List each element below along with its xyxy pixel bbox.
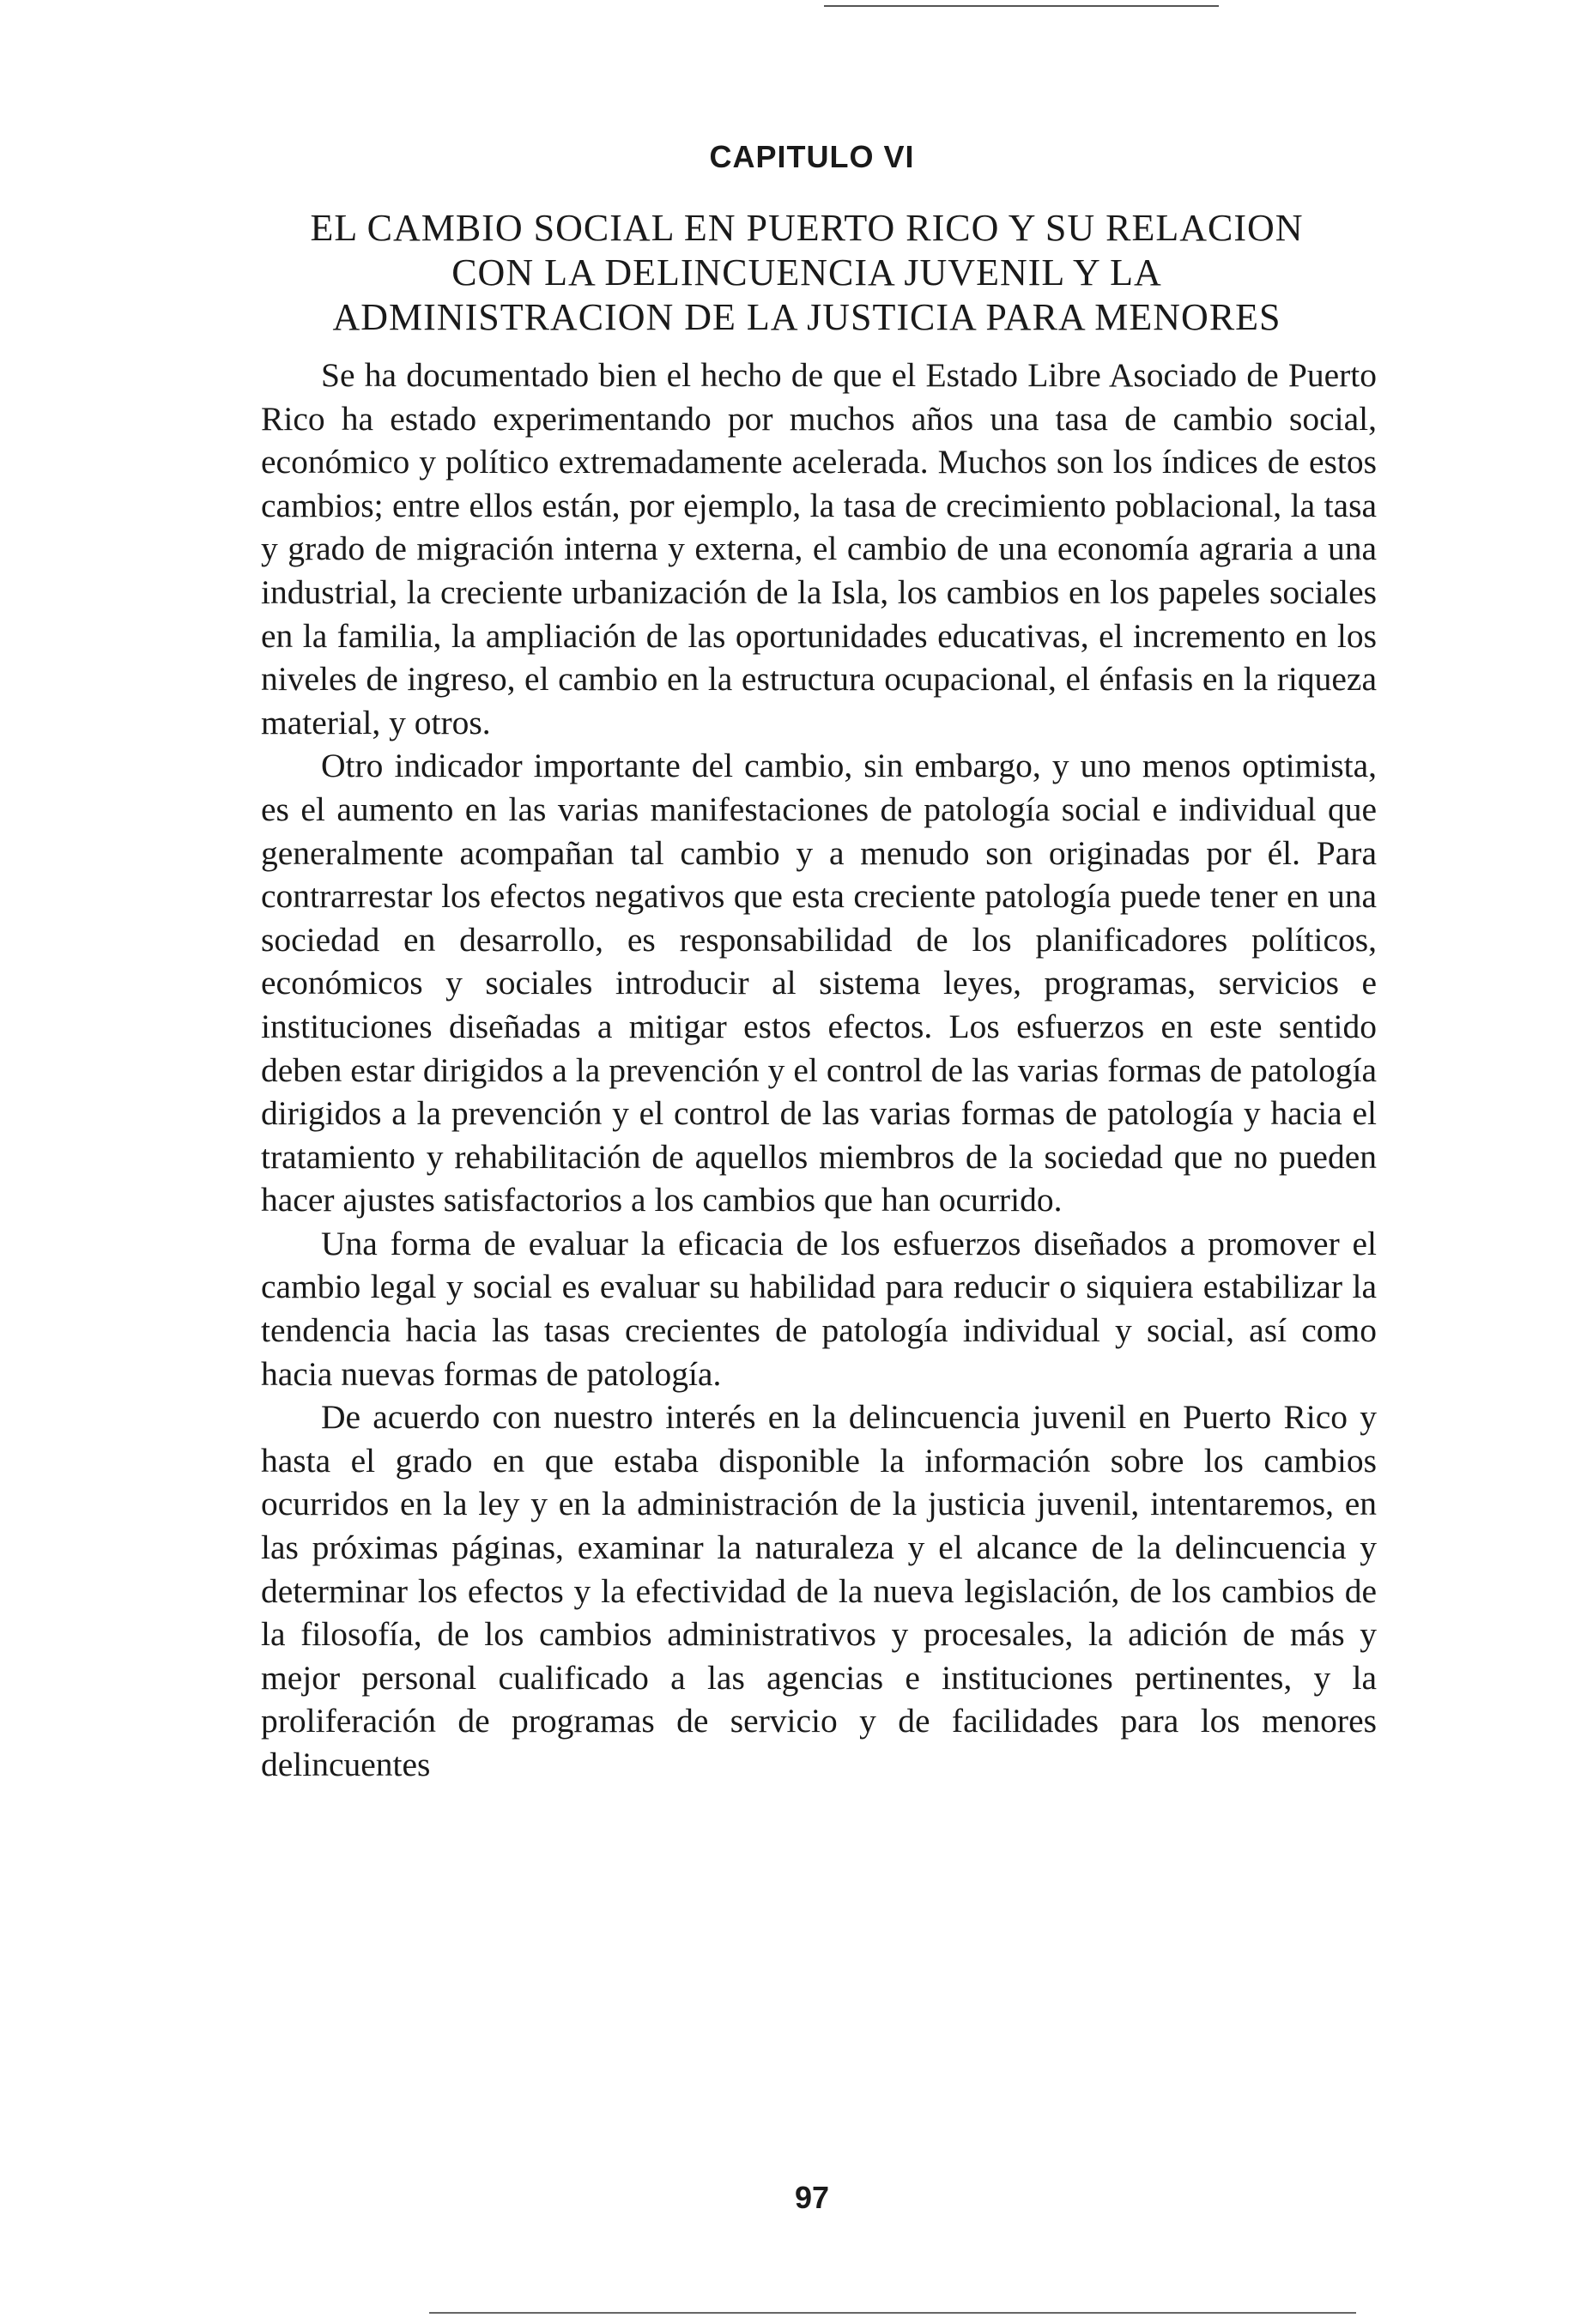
top-rule [824, 5, 1219, 7]
bottom-rule [429, 2312, 1356, 2314]
paragraph: Se ha documentado bien el hecho de que el Estado Libre Asociado de Puerto Rico ha estado experimentando por muchos años una tasa de cambio social, económico y político extremadamente acelerada. Muchos son los índices de estos cambios; entre ellos están, por ejemplo, la tasa de crecimiento poblacional, la tasa y grado de migración interna y externa, el cambio de una economía agraria a una industrial, la creciente urbanización de la Isla, los cambios en los papeles sociales en la familia, la ampliación de las oportunidades educativas, el incremento en los niveles de ingreso, el cambio en la estructura ocupacional, el énfasis en la riqueza material, y otros. [261, 356, 1377, 741]
chapter-title [215, 206, 1399, 340]
title-line: CON LA DELINCUENCIA JUVENIL Y LA [451, 251, 1162, 294]
paragraph: De acuerdo con nuestro interés en la delincuencia juvenil en Puerto Rico y hasta el grado en que estaba disponible la información sobre los cambios ocurridos en la ley y en la administración de la justicia juvenil, intentaremos, en las próximas páginas, examinar la naturaleza y el alcance de la delincuencia y determinar los efectos y la efectividad de la nueva legislación, de los cambios de la filosofía, de los cambios administrativos y procesales, la adición de más y mejor personal cualificado a las agencias e instituciones pertinentes, y la proliferación de programas de servicio y de facilidades para los menores delincuentes [261, 1398, 1377, 1783]
chapter-heading: CAPITULO VI [709, 139, 915, 174]
paragraph: Una forma de evaluar la eficacia de los esfuerzos diseñados a promover el cambio legal y social es evaluar su habilidad para reducir o siquiera estabilizar la tendencia hacia las tasas crecientes de patología individual y social, así como hacia nuevas formas de patología. [261, 1224, 1377, 1393]
body-text [261, 354, 1377, 1787]
title-line: ADMINISTRACION DE LA JUSTICIA PARA MENORES [332, 296, 1281, 338]
title-line: EL CAMBIO SOCIAL EN PUERTO RICO Y SU RELACION [310, 207, 1304, 249]
page-number: 97 [794, 2180, 830, 2215]
paragraph: Otro indicador importante del cambio, sin embargo, y uno menos optimista, es el aumento en las varias manifestaciones de patología social e individual que generalmente acompañan tal cambio y a menudo son originadas por él. Para contrarrestar los efectos negativos que esta creciente patología puede tener en una sociedad en desarrollo, es responsabilidad de los planificadores políticos, económicos y sociales introducir al sistema leyes, programas, servicios e instituciones diseñadas a mitigar estos efectos. Los esfuerzos en este sentido deben estar dirigidos a la prevención y el control de las varias formas de patología dirigidos a la prevención y el control de las varias formas de patología y hacia el tratamiento y rehabilitación de aquellos miembros de la sociedad que no pueden hacer ajustes satisfactorios a los cambios que han ocurrido. [261, 747, 1377, 1219]
